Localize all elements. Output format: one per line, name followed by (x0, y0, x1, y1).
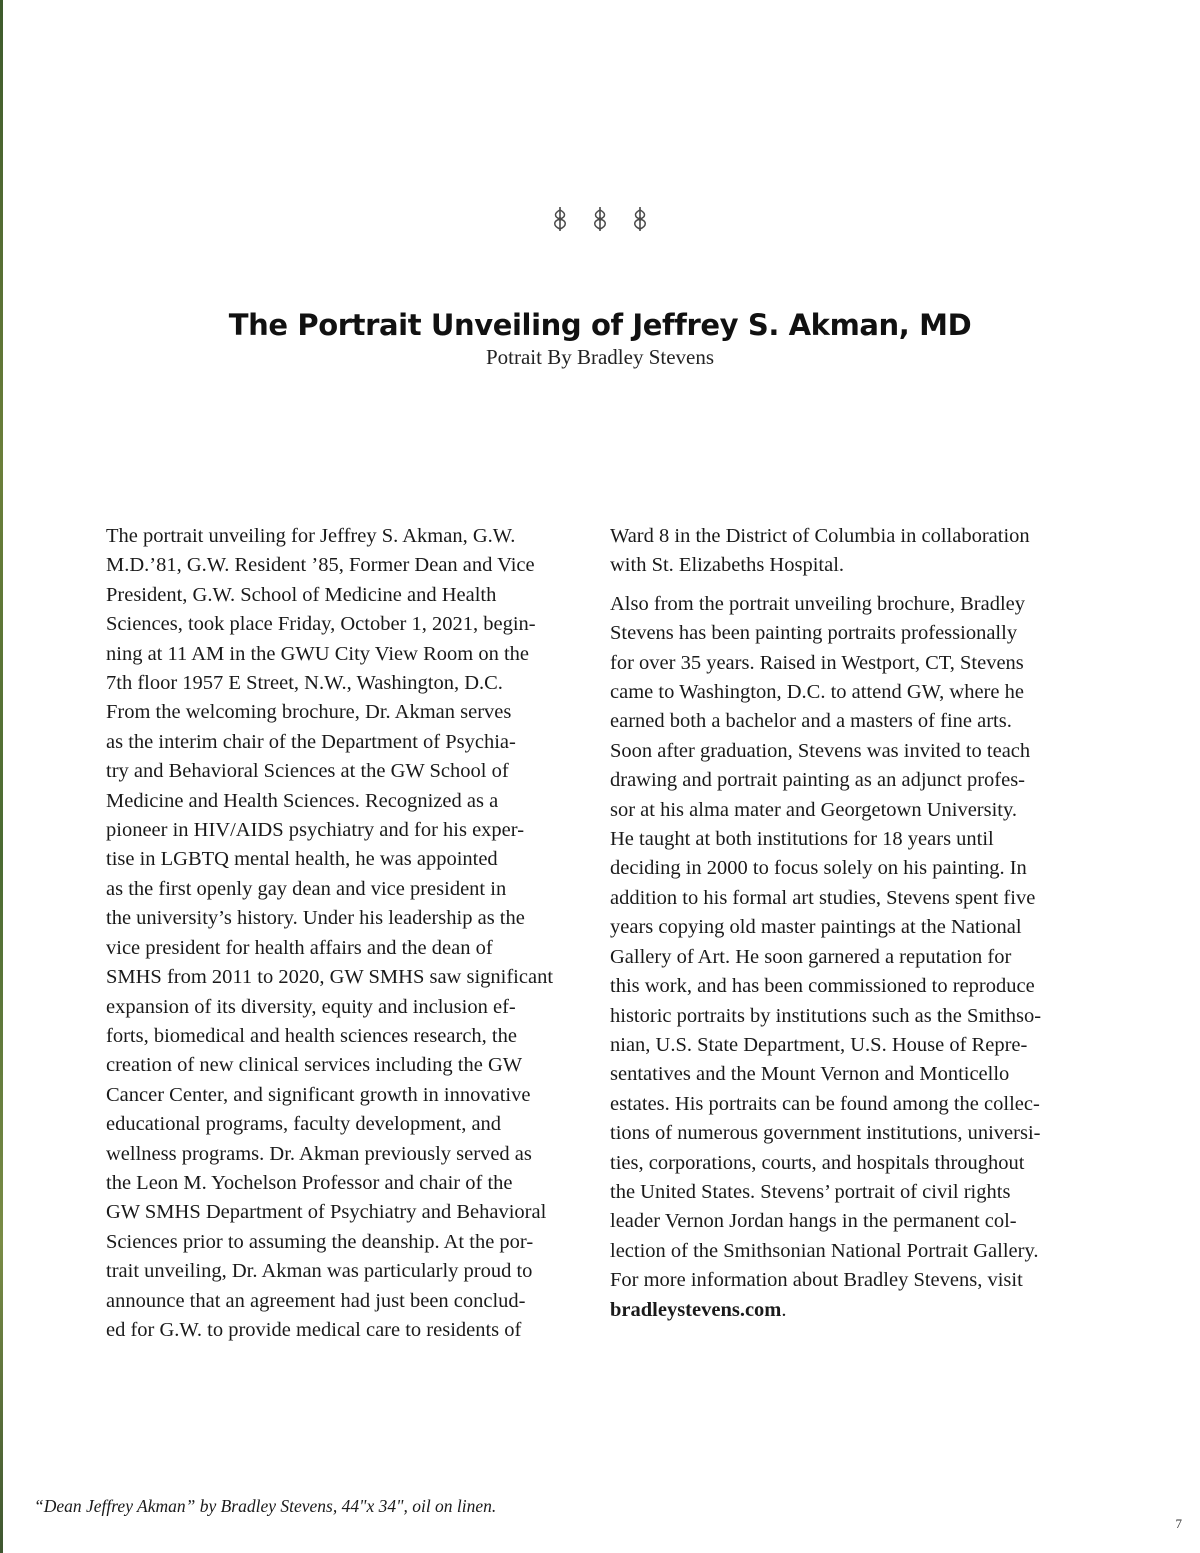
text-line: came to Washington, D.C. to attend GW, where he (610, 681, 1024, 704)
text-line: Sciences, took place Friday, October 1, 2021, begin- (106, 613, 536, 636)
text-line: 7th floor 1957 E Street, N.W., Washington, D.C. (106, 672, 503, 695)
fleuron-icon (551, 206, 569, 232)
text-line: drawing and portrait painting as an adjunct profes- (610, 769, 1025, 792)
text-line: Ward 8 in the District of Columbia in collaboration (610, 525, 1030, 547)
website-link[interactable]: bradleystevens.com (610, 1298, 782, 1321)
article-subtitle: Potrait By Bradley Stevens (485, 345, 715, 369)
text-line: Also from the portrait unveiling brochure, Bradley (610, 592, 1026, 615)
fleuron-icon (591, 206, 609, 232)
text-line: wellness programs. Dr. Akman previously served as (106, 1142, 532, 1165)
left-paragraph (106, 522, 586, 1345)
text-line: President, G.W. School of Medicine and Health (106, 583, 497, 606)
text-line: historic portraits by institutions such as the Smithso- (610, 1004, 1042, 1027)
text-line: For more information about Bradley Stevens, visit (610, 1269, 1023, 1292)
text-line: ties, corporations, courts, and hospitals throughout (610, 1151, 1025, 1174)
text-line: with St. Elizabeths Hospital. (610, 554, 845, 577)
text-line: The portrait unveiling for Jeffrey S. Akman, G.W. (106, 525, 516, 547)
text-line: GW SMHS Department of Psychiatry and Behavioral (106, 1201, 547, 1224)
text-line: tise in LGBTQ mental health, he was appointed (106, 848, 498, 871)
text-line: pioneer in HIV/AIDS psychiatry and for his exper- (106, 819, 525, 842)
text-line: Gallery of Art. He soon garnered a reputation for (610, 945, 1012, 968)
right-paragraph-2 (610, 590, 1095, 1325)
ornament-divider (0, 206, 1200, 237)
text-line: forts, biomedical and health sciences research, the (106, 1024, 517, 1047)
text-line: vice president for health affairs and the dean of (106, 936, 493, 959)
text-line: as the interim chair of the Department of Psychia- (106, 730, 516, 753)
text-line: From the welcoming brochure, Dr. Akman serves (106, 701, 512, 724)
right-column (610, 522, 1095, 1325)
page-number: 7 (1175, 1516, 1182, 1531)
text-line: sentatives and the Mount Vernon and Monticello (610, 1063, 1010, 1086)
text-line: years copying old master paintings at the National (610, 916, 1022, 939)
text-line: announce that an agreement had just been conclud- (106, 1289, 526, 1312)
text-line: ning at 11 AM in the GWU City View Room on the (106, 642, 529, 665)
text-line: Stevens has been painting portraits professionally (610, 622, 1018, 645)
left-column (106, 522, 586, 1345)
text-line: try and Behavioral Sciences at the GW School of (106, 760, 509, 783)
text-line: the United States. Stevens’ portrait of civil rights (610, 1180, 1011, 1203)
text-line: He taught at both institutions for 18 years until (610, 828, 994, 851)
text-line: this work, and has been commissioned to reproduce (610, 975, 1035, 998)
text-line: leader Vernon Jordan hangs in the permanent col- (610, 1210, 1017, 1233)
painting-caption: “Dean Jeffrey Akman” by Bradley Stevens, 44"x 34", oil on linen. (34, 1496, 497, 1516)
text-line: M.D.’81, G.W. Resident ’85, Former Dean and Vice (106, 554, 535, 577)
text-line: tions of numerous government institutions, universi- (610, 1122, 1041, 1145)
right-paragraph-1 (610, 522, 1095, 581)
text-line: Medicine and Health Sciences. Recognized as a (106, 789, 499, 812)
text-line: SMHS from 2011 to 2020, GW SMHS saw significant (106, 966, 554, 989)
text-line: trait unveiling, Dr. Akman was particularly proud to (106, 1260, 533, 1283)
text-line: addition to his formal art studies, Stevens spent five (610, 886, 1036, 909)
link-line (610, 1296, 1095, 1325)
text-line: creation of new clinical services including the GW (106, 1054, 523, 1077)
text-line: the Leon M. Yochelson Professor and chair of the (106, 1171, 513, 1194)
text-line: ed for G.W. to provide medical care to residents of (106, 1318, 522, 1341)
text-line: expansion of its diversity, equity and inclusion ef- (106, 995, 516, 1018)
right-paragraph-2-lines (610, 590, 1095, 1296)
text-line: educational programs, faculty development, and (106, 1113, 502, 1136)
text-line: lection of the Smithsonian National Portrait Gallery. (610, 1239, 1039, 1262)
article-title: The Portrait Unveiling of Jeffrey S. Akman, MD (228, 308, 972, 342)
text-line: deciding in 2000 to focus solely on his painting. In (610, 857, 1027, 880)
text-line: as the first openly gay dean and vice president in (106, 877, 507, 900)
text-line: nian, U.S. State Department, U.S. House of Repre- (610, 1033, 1028, 1056)
text-line: estates. His portraits can be found among the collec- (610, 1092, 1040, 1115)
fleuron-icon (631, 206, 649, 232)
text-line: the university’s history. Under his leadership as the (106, 907, 525, 930)
text-line: Soon after graduation, Stevens was invited to teach (610, 739, 1031, 762)
text-line: earned both a bachelor and a masters of fine arts. (610, 710, 1012, 733)
link-suffix: . (781, 1298, 787, 1321)
text-line: for over 35 years. Raised in Westport, CT, Stevens (610, 651, 1024, 674)
text-line: Sciences prior to assuming the deanship. At the por- (106, 1230, 534, 1253)
text-line: sor at his alma mater and Georgetown University. (610, 798, 1018, 821)
text-line: Cancer Center, and significant growth in innovative (106, 1083, 531, 1106)
